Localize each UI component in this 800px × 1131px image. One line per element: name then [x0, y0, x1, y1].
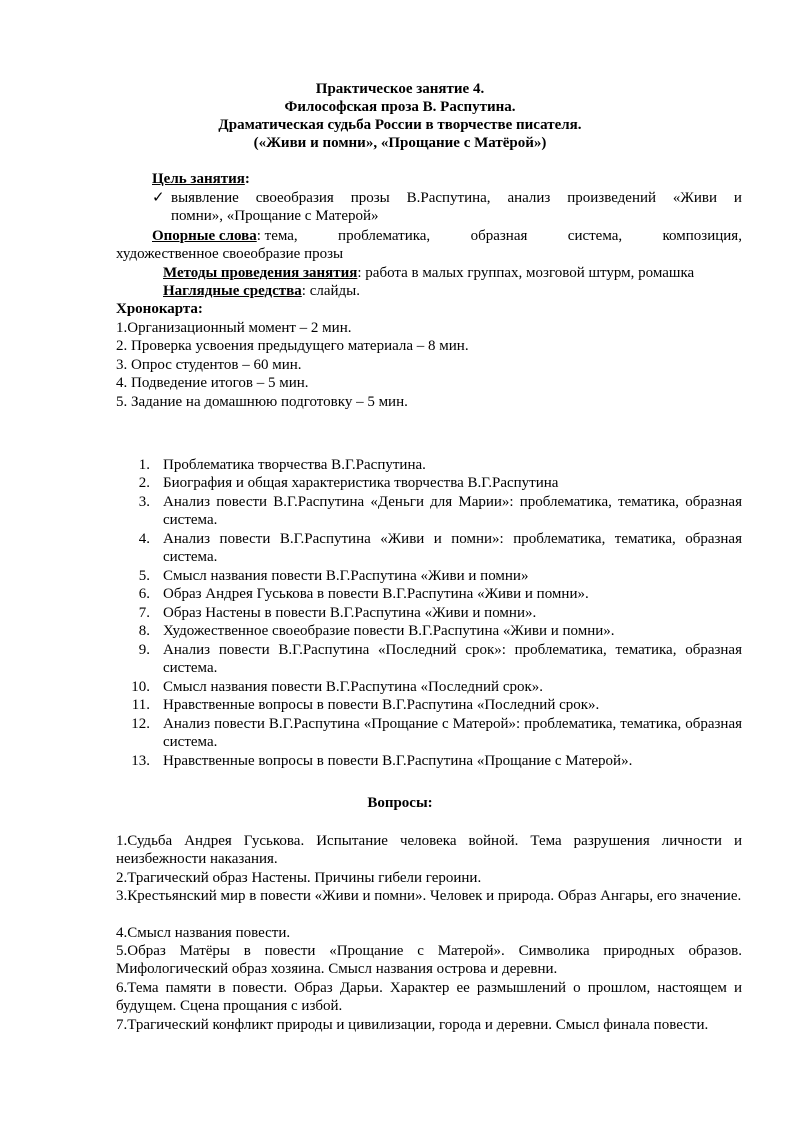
- question-item: 7.Трагический конфликт природы и цивилизации, города и деревни. Смысл финала повести.: [116, 1017, 709, 1033]
- topic-text: Нравственные вопросы в повести В.Г.Распутина «Прощание с Матерой».: [163, 753, 633, 769]
- goal-text-line1: [171, 189, 742, 207]
- topic-number: 9.: [138, 642, 150, 658]
- topic-text: Образ Настены в повести В.Г.Распутина «Живи и помни».: [163, 605, 537, 621]
- keywords-word: : тема,: [256, 228, 298, 244]
- visual-aids-text: : слайды.: [301, 283, 360, 299]
- topic-number: 10.: [131, 679, 150, 695]
- lesson-theme: Драматическая судьба России в творчестве писателя.: [218, 117, 582, 133]
- topic-text: Смысл названия повести В.Г.Распутина «Последний срок».: [163, 679, 544, 695]
- topic-number: 4.: [138, 531, 150, 547]
- methods-line: [163, 264, 694, 282]
- topic-text: Анализ повести В.Г.Распутина «Прощание с Матерой»: проблематика, тематика, образная система.: [163, 716, 742, 751]
- question-item: 3.Крестьянский мир в повести «Живи и помни». Человек и природа. Образ Ангары, его значение.: [116, 888, 742, 904]
- question-item: 4.Смысл названия повести.: [116, 925, 291, 941]
- topic-text: Нравственные вопросы в повести В.Г.Распутина «Последний срок».: [163, 697, 600, 713]
- topic-number: 13.: [131, 753, 150, 769]
- goal-word: анализ: [507, 190, 551, 206]
- visual-aids-line: [163, 282, 360, 300]
- question-item: 2.Трагический образ Настены. Причины гибели героини.: [116, 870, 482, 886]
- visual-aids-label: Наглядные средства: [163, 283, 302, 299]
- topic-number: 8.: [138, 623, 150, 639]
- topic-number: 1.: [138, 457, 150, 473]
- topic-text: Художественное своеобразие повести В.Г.Распутина «Живи и помни».: [163, 623, 615, 639]
- keywords-line1: [152, 227, 742, 245]
- methods-label: Методы проведения занятия: [163, 265, 358, 281]
- chronomap-item: 5. Задание на домашнюю подготовку – 5 мин.: [116, 394, 408, 410]
- topic-number: 3.: [138, 494, 150, 510]
- question-item: 5.Образ Матёры в повести «Прощание с Матерой». Символика природных образов. Мифологический образ хозяина. Смысл названия острова и деревни.: [116, 943, 742, 978]
- lesson-title: Практическое занятие 4.: [315, 81, 485, 97]
- goal-word: прозы: [350, 190, 390, 206]
- topic-text: Биография и общая характеристика творчества В.Г.Распутина: [163, 475, 559, 491]
- topic-text: Анализ повести В.Г.Распутина «Деньги для Марии»: проблематика, тематика, образная система.: [163, 494, 742, 529]
- methods-text: : работа в малых группах, мозговой штурм, ромашка: [357, 265, 695, 281]
- question-item: 1.Судьба Андрея Гуськова. Испытание человека войной. Тема разрушения личности и неизбежности наказания.: [116, 833, 742, 868]
- topic-number: 7.: [138, 605, 150, 621]
- keywords-word: образная: [470, 228, 528, 244]
- chronomap-item: 2. Проверка усвоения предыдущего материала – 8 мин.: [116, 338, 469, 354]
- goal-heading: [152, 170, 250, 188]
- lesson-works: («Живи и помни», «Прощание с Матёрой»): [253, 135, 547, 151]
- goal-text-line2: помни», «Прощание с Матерой»: [171, 208, 379, 224]
- goal-word: выявление: [171, 190, 239, 206]
- topic-number: 2.: [138, 475, 150, 491]
- keywords-line2: художественное своеобразие прозы: [116, 246, 344, 262]
- goal-word: своеобразия: [255, 190, 334, 206]
- topic-text: Смысл названия повести В.Г.Распутина «Живи и помни»: [163, 568, 529, 584]
- topic-number: 6.: [138, 586, 150, 602]
- check-icon: ✓: [152, 190, 165, 206]
- goal-word: «Живи: [672, 190, 717, 206]
- topic-number: 5.: [138, 568, 150, 584]
- topic-text: Проблематика творчества В.Г.Распутина.: [163, 457, 426, 473]
- goal-word: произведений: [567, 190, 657, 206]
- chronomap-item: 3. Опрос студентов – 60 мин.: [116, 357, 302, 373]
- keywords-label-group: [152, 227, 298, 245]
- topic-text: Анализ повести В.Г.Распутина «Живи и помни»: проблематика, тематика, образная система.: [163, 531, 742, 566]
- chronomap-item: 1.Организационный момент – 2 мин.: [116, 320, 352, 336]
- questions-heading: Вопросы:: [367, 795, 433, 811]
- goal-label: Цель занятия: [152, 171, 245, 187]
- keywords-word: проблематика,: [338, 228, 431, 244]
- goal-word: В.Распутина,: [406, 190, 491, 206]
- question-item: 6.Тема памяти в повести. Образ Дарьи. Характер ее размышлений о прошлом, настоящем и будущем. Сцена прощания с избой.: [116, 980, 742, 1015]
- goal-word: и: [733, 190, 742, 206]
- topic-text: Образ Андрея Гуськова в повести В.Г.Распутина «Живи и помни».: [163, 586, 589, 602]
- topic-number: 11.: [131, 697, 150, 713]
- goal-colon: :: [244, 171, 250, 187]
- keywords-label: Опорные слова: [152, 228, 257, 244]
- chronomap-item: 4. Подведение итогов – 5 мин.: [116, 375, 309, 391]
- topic-number: 12.: [131, 716, 150, 732]
- topic-text: Анализ повести В.Г.Распутина «Последний срок»: проблематика, тематика, образная система.: [163, 642, 742, 677]
- lesson-subtitle: Философская проза В. Распутина.: [284, 99, 516, 115]
- keywords-word: система,: [567, 228, 623, 244]
- keywords-word: композиция,: [662, 228, 742, 244]
- chronomap-label: Хронокарта:: [116, 301, 203, 317]
